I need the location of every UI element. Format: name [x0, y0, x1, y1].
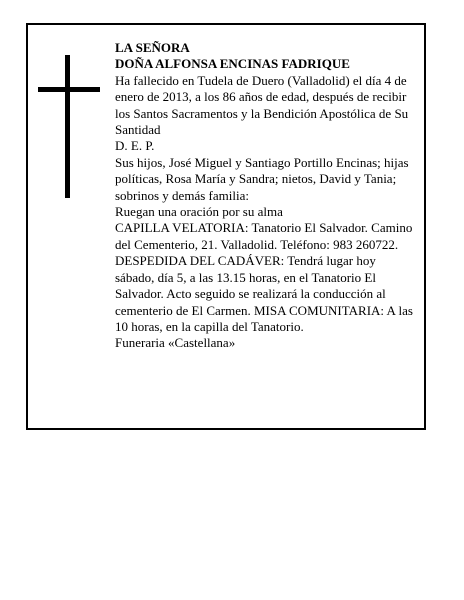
obituary-text	[115, 40, 415, 352]
death-announcement: Ha fallecido en Tudela de Duero (Valladolid) el día 4 de enero de 2013, a los 86 años de edad, después de recibir los Santos Sacramentos y la Bendición Apostólica de Su Santidad	[115, 72, 409, 138]
prayer-request: Ruegan una oración por su alma	[115, 204, 283, 220]
cross-horizontal-bar	[38, 87, 100, 92]
deceased-name: DOÑA ALFONSA ENCINAS FADRIQUE	[115, 56, 350, 72]
notice-title: LA SEÑORA	[115, 40, 190, 55]
cross-vertical-bar	[65, 55, 70, 198]
wake-details: CAPILLA VELATORIA: Tanatorio El Salvador. Camino del Cementerio, 21. Valladolid. Teléfono: 983 260722.	[115, 220, 413, 252]
family-list: Sus hijos, José Miguel y Santiago Portillo Encinas; hijas políticas, Rosa María y Sandra; nietos, David y Tania; sobrinos y demás familia:	[115, 154, 409, 203]
rest-in-peace: D. E. P.	[115, 138, 155, 154]
cross-icon	[38, 55, 100, 198]
funeral-home: Funeraria «Castellana»	[115, 335, 236, 351]
obituary-notice	[26, 23, 426, 430]
farewell-details: DESPEDIDA DEL CADÁVER: Tendrá lugar hoy sábado, día 5, a las 13.15 horas, en el Tanatorio El Salvador. Acto seguido se realizará la conducción al cementerio de El Carmen. MISA COMUNITARIA: A las 10 horas, en la capilla del Tanatorio.	[115, 253, 413, 334]
